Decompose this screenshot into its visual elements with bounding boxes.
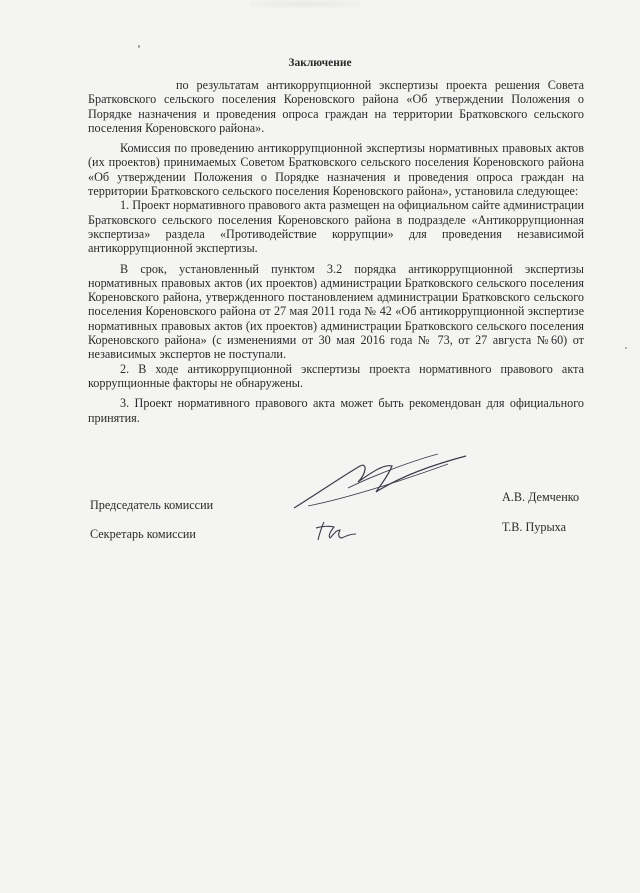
secretary-signature <box>312 518 372 548</box>
chairman-label: Председатель комиссии <box>90 498 214 512</box>
deadline-paragraph: В срок, установленный пунктом 3.2 порядка антикоррупционной экспертизы нормативных правовых актов (их проектов) администрации Братковского сельского поселения Кореновского района, утвержденного постановлением администрации Братковского сельского поселения Кореновского района от 27 мая 2011 года № 42 «Об антикоррупционной экспертизе нормативных правовых актов (их проектов) администрации Братковского сельского поселения Кореновского района» (с изменениями от 30 мая 2016 года № 73, от 27 августа №60) от независимых экспертов не поступали. <box>88 261 584 362</box>
finding-3-paragraph: 3. Проект нормативного правового акта может быть рекомендован для официального принятия. <box>88 396 584 425</box>
chairman-signature <box>288 448 488 518</box>
finding-1-paragraph: 1. Проект нормативного правового акта размещен на официальном сайте администрации Братковского сельского поселения Кореновского района в подразделе «Антикоррупционная экспертиза» раздела «Противодействие коррупции» для проведения независимой антикоррупционной экспертизы. <box>88 198 584 256</box>
scan-speck <box>625 347 627 349</box>
commission-paragraph: Комиссия по проведению антикоррупционной экспертизы нормативных правовых актов (их проектов) принимаемых Советом Братковского сельского поселения Кореновского района «Об утверждении Положения о Порядке назначения и проведения опроса граждан на территории Братковского сельского поселения Кореновского района», установила следующее: <box>88 141 584 199</box>
scan-speck <box>138 45 140 48</box>
secretary-name: Т.В. Пурыха <box>502 520 567 534</box>
intro-paragraph: по результатам антикоррупционной экспертизы проекта решения Совета Братковского сельского поселения Кореновского района «Об утверждении Положения о Порядке назначения и проведения опроса граждан на территории Братковского сельского поселения Кореновского района». <box>88 78 584 135</box>
scan-smudge <box>250 0 360 8</box>
secretary-label: Секретарь комиссии <box>90 527 196 541</box>
chairman-name: А.В. Демченко <box>502 490 580 504</box>
document-body <box>88 78 584 425</box>
document-title: Заключение <box>288 57 352 69</box>
finding-2-paragraph: 2. В ходе антикоррупционной экспертизы проекта нормативного правового акта коррупционные факторы не обнаружены. <box>88 361 584 390</box>
